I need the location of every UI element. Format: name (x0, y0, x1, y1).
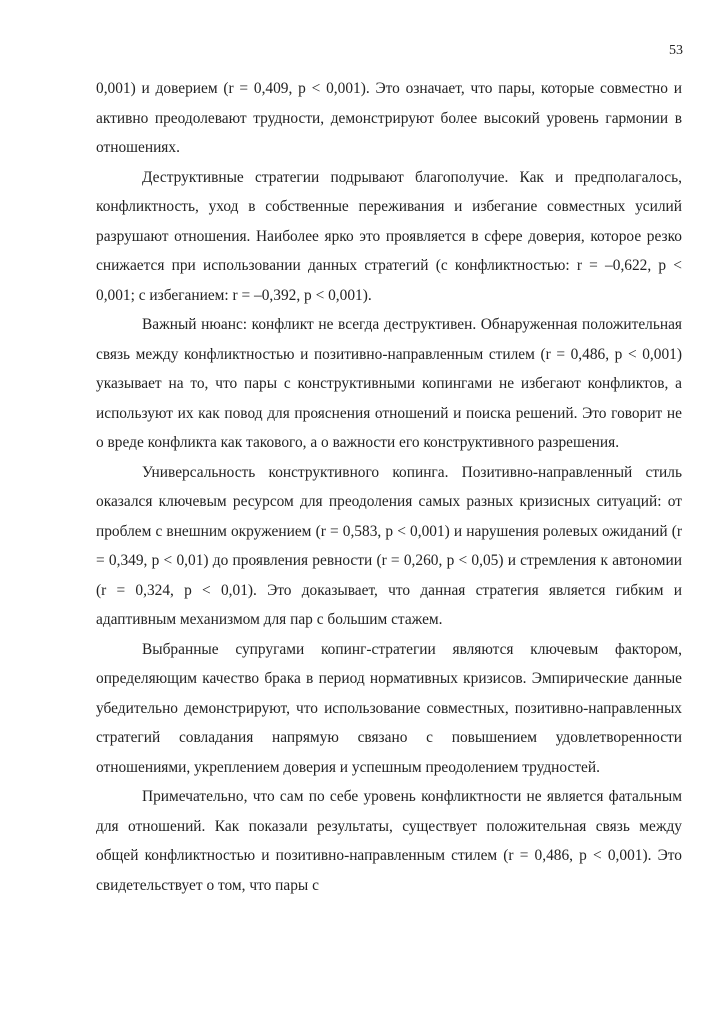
paragraph-conflict-level: Примечательно, что сам по себе уровень конфликтности не является фатальным для отношений. Как показали результаты, существует положительная связь между общей конфликтностью и позитивно-направленным стилем (r = 0,486, p < 0,001). Это свидетельствует о том, что пары с (96, 788, 682, 894)
document-body (96, 74, 682, 900)
paragraph-constructive-coping: Универсальность конструктивного копинга. Позитивно-направленный стиль оказался ключевым ресурсом для преодоления самых разных кризисных ситуаций: от проблем с внешним окружением (r = 0,583, p < 0,001) и нарушения ролевых ожиданий (r = 0,349, p < 0,01) до проявления ревности (r = 0,260, p < 0,05) и стремления к автономии (r = 0,324, p < 0,01). Это доказывает, что данная стратегия является гибким и адаптивным механизмом для пар с большим стажем. (96, 463, 682, 628)
page-number: 53 (669, 43, 683, 58)
paragraph-destructive-strategies: Деструктивные стратегии подрывают благополучие. Как и предполагалось, конфликтность, уход в собственные переживания и избегание совместных усилий разрушают отношения. Наиболее ярко это проявляется в сфере доверия, которое резко снижается при использовании данных стратегий (с конфликтностью: r = –0,622, p < 0,001; с избеганием: r = –0,392, p < 0,001). (96, 168, 682, 304)
paragraph-continuation: 0,001) и доверием (r = 0,409, p < 0,001). Это означает, что пары, которые совместно и активно преодолевают трудности, демонстрируют более высокий уровень гармонии в отношениях. (96, 80, 682, 156)
paragraph-conflict-nuance: Важный нюанс: конфликт не всегда деструктивен. Обнаруженная положительная связь между конфликтностью и позитивно-направленным стилем (r = 0,486, p < 0,001) указывает на то, что пары с конструктивными копингами не избегают конфликтов, а используют их как повод для прояснения отношений и поиска решений. Это говорит не о вреде конфликта как такового, а о важности его конструктивного разрешения. (96, 316, 682, 451)
paragraph-coping-strategies-conclusion: Выбранные супругами копинг-стратегии являются ключевым фактором, определяющим качество брака в период нормативных кризисов. Эмпирические данные убедительно демонстрируют, что использование совместных, позитивно-направленных стратегий совладания напрямую связано с повышением удовлетворенности отношениями, укреплением доверия и успешным преодолением трудностей. (96, 640, 682, 776)
